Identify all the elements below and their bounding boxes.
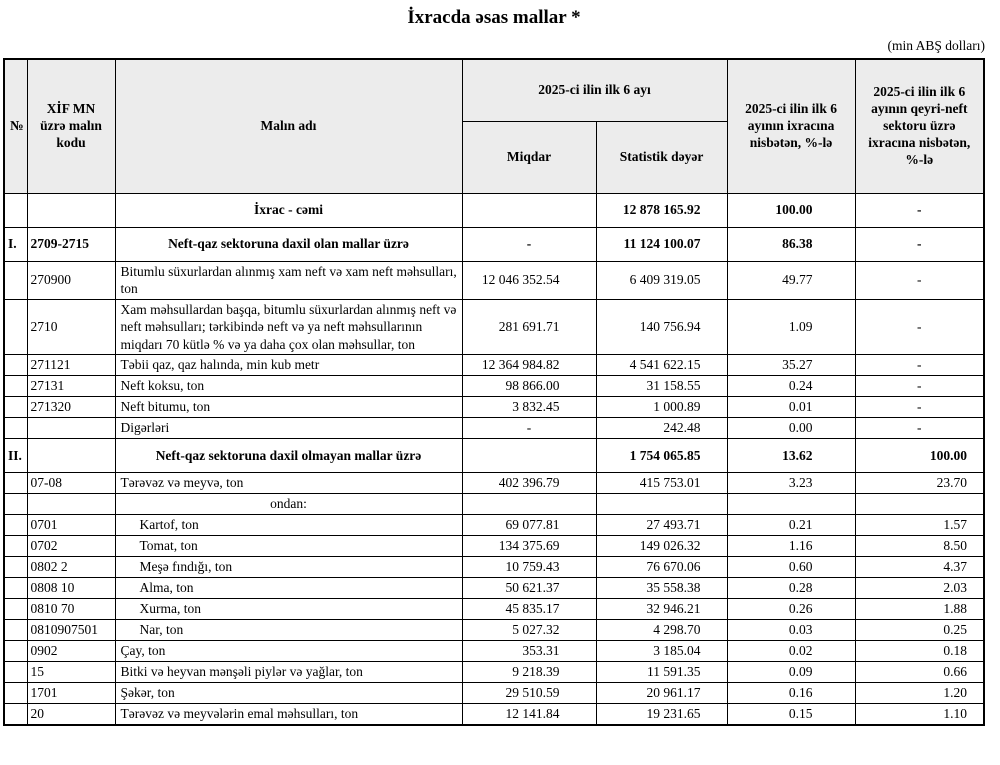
cell-pct-nonoil: - <box>855 299 984 355</box>
cell-code: 0702 <box>27 536 115 557</box>
cell-pct-nonoil: 1.10 <box>855 704 984 725</box>
table-row <box>4 704 984 725</box>
table-row <box>4 494 984 515</box>
cell-pct-nonoil: 8.50 <box>855 536 984 557</box>
table-row <box>4 299 984 355</box>
col-header-pct-total: 2025-ci ilin ilk 6 ayının ixracına nisbətən, %-lə <box>727 59 855 193</box>
cell-no <box>4 193 27 227</box>
cell-quantity: - <box>462 227 596 261</box>
cell-pct-nonoil: - <box>855 261 984 299</box>
table-row <box>4 376 984 397</box>
cell-code: 271121 <box>27 355 115 376</box>
cell-name: Neft-qaz sektoruna daxil olmayan mallar üzrə <box>115 439 462 473</box>
cell-quantity: 98 866.00 <box>462 376 596 397</box>
exports-table <box>3 58 985 726</box>
cell-name: Bitumlu süxurlardan alınmış xam neft və xam neft məhsulları, ton <box>115 261 462 299</box>
cell-code: 0810907501 <box>27 620 115 641</box>
cell-code: 07-08 <box>27 473 115 494</box>
cell-pct-total: 13.62 <box>727 439 855 473</box>
cell-value: 31 158.55 <box>596 376 727 397</box>
table-row <box>4 261 984 299</box>
cell-code <box>27 193 115 227</box>
cell-quantity: 3 832.45 <box>462 397 596 418</box>
cell-quantity: 9 218.39 <box>462 662 596 683</box>
cell-no <box>4 599 27 620</box>
page-title: İxracda əsas mallar * <box>407 7 581 28</box>
cell-pct-total: 0.24 <box>727 376 855 397</box>
cell-no: I. <box>4 227 27 261</box>
cell-code: 20 <box>27 704 115 725</box>
cell-name: İxrac - cəmi <box>115 193 462 227</box>
cell-code: 2710 <box>27 299 115 355</box>
cell-no: II. <box>4 439 27 473</box>
cell-code: 0802 2 <box>27 557 115 578</box>
cell-value: 140 756.94 <box>596 299 727 355</box>
table-row <box>4 473 984 494</box>
cell-name: Şəkər, ton <box>115 683 462 704</box>
table-body <box>4 193 984 725</box>
cell-code: 1701 <box>27 683 115 704</box>
cell-value: 32 946.21 <box>596 599 727 620</box>
cell-pct-nonoil: 23.70 <box>855 473 984 494</box>
cell-value: 1 000.89 <box>596 397 727 418</box>
table-row <box>4 397 984 418</box>
cell-pct-nonoil: 4.37 <box>855 557 984 578</box>
cell-pct-nonoil: 2.03 <box>855 578 984 599</box>
cell-name: Bitki və heyvan mənşəli piylər və yağlar, ton <box>115 662 462 683</box>
cell-name: Çay, ton <box>115 641 462 662</box>
table-row <box>4 515 984 536</box>
cell-value: 415 753.01 <box>596 473 727 494</box>
cell-code: 271320 <box>27 397 115 418</box>
cell-no <box>4 515 27 536</box>
cell-pct-nonoil: 1.88 <box>855 599 984 620</box>
cell-quantity: 69 077.81 <box>462 515 596 536</box>
cell-value: 149 026.32 <box>596 536 727 557</box>
cell-no <box>4 397 27 418</box>
cell-value: 19 231.65 <box>596 704 727 725</box>
cell-pct-nonoil: - <box>855 418 984 439</box>
cell-pct-nonoil: 1.20 <box>855 683 984 704</box>
unit-note: (min ABŞ dolları) <box>887 38 985 53</box>
cell-quantity <box>462 193 596 227</box>
cell-quantity: 12 141.84 <box>462 704 596 725</box>
cell-pct-total: 100.00 <box>727 193 855 227</box>
cell-value: 6 409 319.05 <box>596 261 727 299</box>
cell-quantity: 281 691.71 <box>462 299 596 355</box>
cell-pct-total: 1.16 <box>727 536 855 557</box>
cell-name: Xam məhsullardan başqa, bitumlu süxurlardan alınmış neft və neft məhsulları; tərkibində neft və ya neft məhsullarının miqdarı 70 kütlə % və ya daha çox olan məhsullar, ton <box>115 299 462 355</box>
cell-pct-total: 0.16 <box>727 683 855 704</box>
cell-code: 0810 70 <box>27 599 115 620</box>
col-header-name: Malın adı <box>115 59 462 193</box>
cell-quantity: 134 375.69 <box>462 536 596 557</box>
cell-pct-total: 0.03 <box>727 620 855 641</box>
cell-pct-total: 0.15 <box>727 704 855 725</box>
cell-quantity: 50 621.37 <box>462 578 596 599</box>
cell-value: 20 961.17 <box>596 683 727 704</box>
cell-name: Tərəvəz və meyvə, ton <box>115 473 462 494</box>
cell-no <box>4 641 27 662</box>
table-header <box>4 59 984 193</box>
cell-name: Digərləri <box>115 418 462 439</box>
cell-quantity: 29 510.59 <box>462 683 596 704</box>
cell-pct-total: 0.60 <box>727 557 855 578</box>
cell-no <box>4 355 27 376</box>
table-row <box>4 355 984 376</box>
cell-name: Kartof, ton <box>115 515 462 536</box>
table-row <box>4 641 984 662</box>
cell-pct-total: 0.01 <box>727 397 855 418</box>
cell-code <box>27 418 115 439</box>
cell-quantity: 12 364 984.82 <box>462 355 596 376</box>
cell-pct-total: 0.21 <box>727 515 855 536</box>
cell-code: 15 <box>27 662 115 683</box>
cell-value: 242.48 <box>596 418 727 439</box>
cell-name: Meşə fındığı, ton <box>115 557 462 578</box>
table-row <box>4 557 984 578</box>
table-row <box>4 193 984 227</box>
col-header-period-group: 2025-ci ilin ilk 6 ayı <box>462 59 727 121</box>
cell-pct-nonoil: - <box>855 355 984 376</box>
cell-value: 3 185.04 <box>596 641 727 662</box>
cell-name: Neft bitumu, ton <box>115 397 462 418</box>
cell-quantity <box>462 494 596 515</box>
cell-code: 0902 <box>27 641 115 662</box>
cell-pct-nonoil: - <box>855 376 984 397</box>
cell-pct-nonoil: 0.66 <box>855 662 984 683</box>
cell-pct-nonoil: 100.00 <box>855 439 984 473</box>
table-row <box>4 683 984 704</box>
cell-no <box>4 620 27 641</box>
table-row <box>4 227 984 261</box>
cell-no <box>4 494 27 515</box>
table-row <box>4 599 984 620</box>
cell-value: 4 298.70 <box>596 620 727 641</box>
cell-no <box>4 261 27 299</box>
cell-quantity: 12 046 352.54 <box>462 261 596 299</box>
cell-code: 0808 10 <box>27 578 115 599</box>
cell-value: 11 591.35 <box>596 662 727 683</box>
cell-no <box>4 473 27 494</box>
cell-no <box>4 683 27 704</box>
cell-code: 270900 <box>27 261 115 299</box>
cell-pct-total: 35.27 <box>727 355 855 376</box>
cell-name: Neft koksu, ton <box>115 376 462 397</box>
cell-no <box>4 578 27 599</box>
cell-no <box>4 418 27 439</box>
col-header-code: XİF MN üzrə malın kodu <box>27 59 115 193</box>
cell-quantity: 45 835.17 <box>462 599 596 620</box>
cell-code <box>27 439 115 473</box>
table-row <box>4 536 984 557</box>
col-header-no: № <box>4 59 27 193</box>
col-header-pct-nonoil: 2025-ci ilin ilk 6 ayının qeyri-neft sektoru üzrə ixracına nisbətən, %-lə <box>855 59 984 193</box>
cell-quantity: - <box>462 418 596 439</box>
cell-code: 0701 <box>27 515 115 536</box>
table-row <box>4 620 984 641</box>
cell-name: ondan: <box>115 494 462 515</box>
cell-value: 11 124 100.07 <box>596 227 727 261</box>
cell-name: Təbii qaz, qaz halında, min kub metr <box>115 355 462 376</box>
table-row <box>4 418 984 439</box>
cell-pct-total: 0.02 <box>727 641 855 662</box>
cell-name: Neft-qaz sektoruna daxil olan mallar üzrə <box>115 227 462 261</box>
cell-code: 27131 <box>27 376 115 397</box>
cell-pct-nonoil: - <box>855 227 984 261</box>
cell-value: 12 878 165.92 <box>596 193 727 227</box>
cell-quantity: 10 759.43 <box>462 557 596 578</box>
cell-pct-total: 1.09 <box>727 299 855 355</box>
cell-name: Nar, ton <box>115 620 462 641</box>
cell-name: Tərəvəz və meyvələrin emal məhsulları, ton <box>115 704 462 725</box>
cell-pct-total <box>727 494 855 515</box>
cell-no <box>4 704 27 725</box>
cell-pct-nonoil: 0.18 <box>855 641 984 662</box>
cell-pct-total: 0.28 <box>727 578 855 599</box>
cell-value: 1 754 065.85 <box>596 439 727 473</box>
cell-value: 4 541 622.15 <box>596 355 727 376</box>
cell-name: Xurma, ton <box>115 599 462 620</box>
cell-pct-nonoil <box>855 494 984 515</box>
cell-pct-total: 49.77 <box>727 261 855 299</box>
table-row <box>4 662 984 683</box>
table-row <box>4 439 984 473</box>
cell-no <box>4 536 27 557</box>
cell-no <box>4 299 27 355</box>
cell-no <box>4 376 27 397</box>
cell-no <box>4 662 27 683</box>
cell-pct-total: 3.23 <box>727 473 855 494</box>
cell-value: 27 493.71 <box>596 515 727 536</box>
cell-pct-total: 0.09 <box>727 662 855 683</box>
col-header-value: Statistik dəyər <box>596 121 727 193</box>
cell-quantity <box>462 439 596 473</box>
cell-value <box>596 494 727 515</box>
cell-quantity: 402 396.79 <box>462 473 596 494</box>
col-header-quantity: Miqdar <box>462 121 596 193</box>
cell-no <box>4 557 27 578</box>
cell-pct-total: 86.38 <box>727 227 855 261</box>
cell-value: 35 558.38 <box>596 578 727 599</box>
cell-quantity: 5 027.32 <box>462 620 596 641</box>
cell-name: Alma, ton <box>115 578 462 599</box>
cell-pct-nonoil: 0.25 <box>855 620 984 641</box>
cell-pct-total: 0.00 <box>727 418 855 439</box>
cell-quantity: 353.31 <box>462 641 596 662</box>
cell-pct-nonoil: - <box>855 397 984 418</box>
cell-pct-total: 0.26 <box>727 599 855 620</box>
cell-code: 2709-2715 <box>27 227 115 261</box>
cell-pct-nonoil: - <box>855 193 984 227</box>
table-row <box>4 578 984 599</box>
cell-name: Tomat, ton <box>115 536 462 557</box>
cell-code <box>27 494 115 515</box>
cell-pct-nonoil: 1.57 <box>855 515 984 536</box>
cell-value: 76 670.06 <box>596 557 727 578</box>
